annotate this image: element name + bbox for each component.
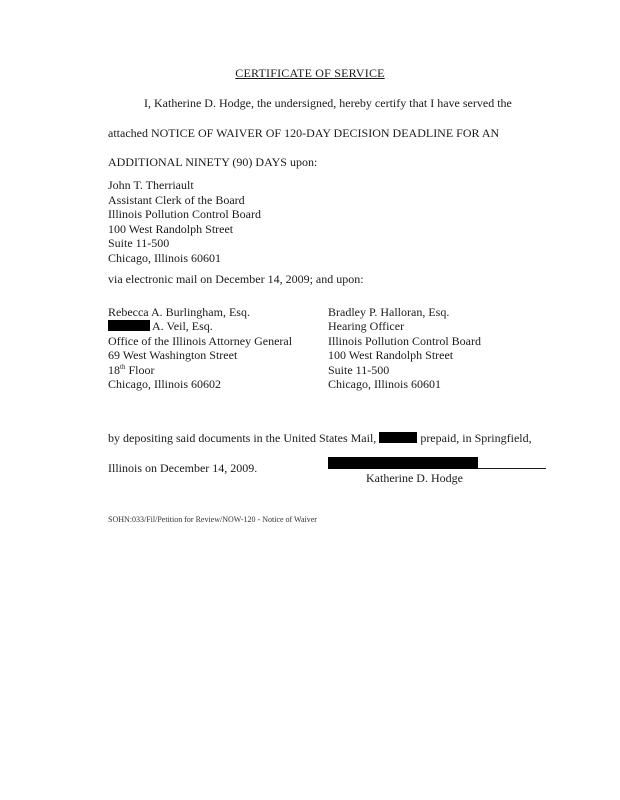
recipient-name-2-text: A. Veil, Esq. (152, 319, 213, 334)
recipient-city: Chicago, Illinois 60601 (328, 377, 441, 392)
recipient-org: Office of the Illinois Attorney General (108, 333, 293, 348)
signature-line (478, 468, 546, 469)
recipient-name: Bradley P. Halloran, Esq. (328, 305, 450, 319)
left-recipient-address (108, 305, 292, 391)
deposit-text-2: prepaid, in Springfield, (420, 431, 532, 445)
recipient-city: Chicago, Illinois 60602 (108, 377, 221, 392)
recipient-name: John T. Therriault (108, 178, 194, 192)
recipient-city: Chicago, Illinois 60601 (108, 250, 221, 265)
page-title: CERTIFICATE OF SERVICE (235, 66, 385, 80)
recipient-title: Assistant Clerk of the Board (108, 192, 245, 207)
recipient-suite: Suite 11-500 (328, 362, 390, 377)
floor-word: Floor (128, 362, 155, 377)
signatory-name: Katherine D. Hodge (366, 471, 463, 485)
recipient-name: Rebecca A. Burlingham, Esq. (108, 305, 250, 319)
floor-number: 18 (108, 362, 120, 377)
recipient-street: 100 West Randolph Street (328, 348, 454, 363)
recipient-street: 100 West Randolph Street (108, 221, 234, 236)
certification-paragraph-line-3: ADDITIONAL NINETY (90) DAYS upon: (108, 155, 318, 169)
recipient-suite: Suite 11-500 (108, 236, 170, 251)
redacted-signature (328, 457, 478, 469)
recipient-name-2 (108, 319, 292, 333)
recipient-org: Illinois Pollution Control Board (328, 333, 482, 348)
recipient-org: Illinois Pollution Control Board (108, 207, 262, 222)
via-electronic-mail-line: via electronic mail on December 14, 2009; and upon: (108, 272, 364, 286)
certification-paragraph-line-1: I, Katherine D. Hodge, the undersigned, hereby certify that I have served the (144, 96, 512, 110)
deposit-line (108, 431, 532, 445)
redaction-bar (108, 320, 150, 331)
recipient-title: Hearing Officer (328, 319, 405, 334)
recipient-floor (108, 363, 292, 377)
deposit-text-1: by depositing said documents in the United States Mail, (108, 431, 377, 445)
certification-paragraph-line-2: attached NOTICE OF WAIVER OF 120-DAY DECISION DEADLINE FOR AN (108, 126, 500, 140)
date-line: Illinois on December 14, 2009. (108, 461, 258, 475)
floor-ordinal: th (120, 362, 126, 371)
recipient-street: 69 West Washington Street (108, 348, 238, 363)
right-recipient-address (328, 305, 481, 391)
redaction-bar (379, 432, 417, 443)
primary-recipient-address (108, 178, 261, 266)
footer-file-path: SOHN:033/Fil/Petition for Review/NOW-120 - Notice of Waiver (108, 515, 317, 524)
